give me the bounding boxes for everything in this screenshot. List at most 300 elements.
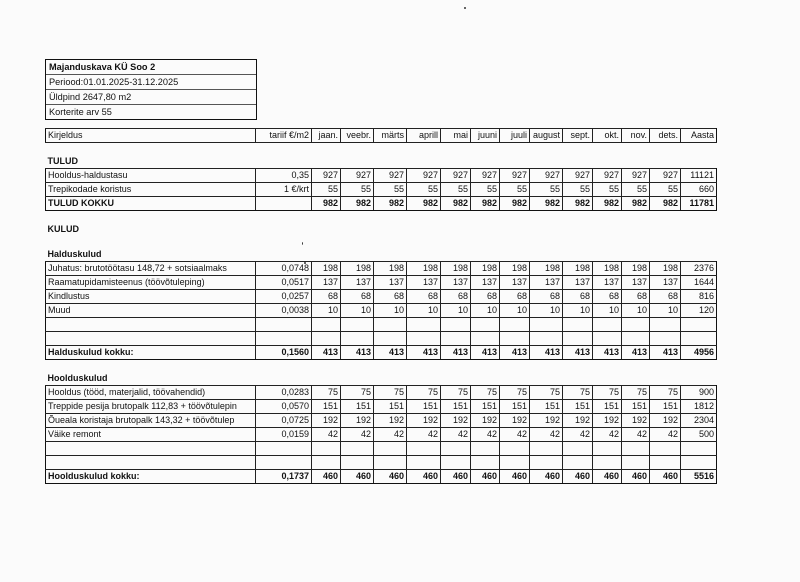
spacer-cell <box>46 211 717 224</box>
month-cell: 982 <box>563 197 593 211</box>
month-cell: 137 <box>374 276 407 290</box>
month-cell: 151 <box>622 400 650 414</box>
empty-cell <box>500 318 530 332</box>
empty-cell <box>471 456 500 470</box>
month-cell: 75 <box>500 386 530 400</box>
month-cell: 151 <box>593 400 622 414</box>
section-row <box>46 248 717 262</box>
tariff-cell: 0,0159 <box>256 428 312 442</box>
empty-cell <box>407 318 441 332</box>
month-cell: 927 <box>563 169 593 183</box>
month-cell: 75 <box>530 386 563 400</box>
month-cell: 137 <box>563 276 593 290</box>
month-cell: 10 <box>622 304 650 318</box>
doc-title: Majanduskava KÜ Soo 2 <box>46 60 256 75</box>
empty-cell <box>407 442 441 456</box>
month-cell: 413 <box>622 346 650 360</box>
month-cell: 68 <box>500 290 530 304</box>
month-cell: 151 <box>374 400 407 414</box>
year-total-cell: 1812 <box>681 400 717 414</box>
empty-cell <box>407 332 441 346</box>
month-cell: 68 <box>650 290 681 304</box>
spacer-cell <box>46 360 717 373</box>
month-cell: 10 <box>312 304 341 318</box>
month-cell: 927 <box>471 169 500 183</box>
empty-row <box>46 318 717 332</box>
column-header: dets. <box>650 129 681 143</box>
month-cell: 927 <box>530 169 563 183</box>
month-cell: 55 <box>374 183 407 197</box>
empty-cell <box>530 442 563 456</box>
section-title: Hoolduskulud <box>47 373 108 383</box>
month-cell: 68 <box>441 290 471 304</box>
month-cell: 413 <box>500 346 530 360</box>
month-cell: 413 <box>341 346 374 360</box>
month-cell: 460 <box>593 470 622 484</box>
month-cell: 192 <box>593 414 622 428</box>
month-cell: 42 <box>500 428 530 442</box>
empty-cell <box>681 332 717 346</box>
empty-row <box>46 442 717 456</box>
row-label: Väike remont <box>46 428 256 442</box>
empty-cell <box>374 442 407 456</box>
empty-cell <box>471 332 500 346</box>
month-cell: 460 <box>622 470 650 484</box>
month-cell: 10 <box>407 304 441 318</box>
month-cell: 927 <box>622 169 650 183</box>
row-label: TULUD KOKKU <box>46 197 256 211</box>
tariff-cell: 0,0570 <box>256 400 312 414</box>
row-label: Kindlustus <box>46 290 256 304</box>
month-cell: 75 <box>563 386 593 400</box>
table-row <box>46 262 717 276</box>
month-cell: 151 <box>407 400 441 414</box>
month-cell: 55 <box>530 183 563 197</box>
empty-cell <box>341 442 374 456</box>
section-row <box>46 223 717 236</box>
month-cell: 413 <box>374 346 407 360</box>
empty-cell <box>256 318 312 332</box>
month-cell: 75 <box>593 386 622 400</box>
tariff-cell: 0,1737 <box>256 470 312 484</box>
month-cell: 10 <box>341 304 374 318</box>
month-cell: 927 <box>441 169 471 183</box>
month-cell: 75 <box>407 386 441 400</box>
column-header: august <box>530 129 563 143</box>
empty-cell <box>374 318 407 332</box>
spacer-row <box>46 360 717 373</box>
month-cell: 42 <box>407 428 441 442</box>
month-cell: 413 <box>593 346 622 360</box>
month-cell: 198 <box>374 262 407 276</box>
empty-cell <box>256 456 312 470</box>
total-area: Üldpind 2647,80 m2 <box>46 90 256 105</box>
empty-cell <box>500 332 530 346</box>
empty-cell <box>500 442 530 456</box>
month-cell: 10 <box>530 304 563 318</box>
empty-cell <box>563 318 593 332</box>
row-label: Treppide pesija brutopalk 112,83 + töövõtulepin <box>46 400 256 414</box>
column-header: sept. <box>563 129 593 143</box>
column-header: nov. <box>622 129 650 143</box>
tariff-cell: 0,0748 <box>256 262 312 276</box>
empty-cell <box>650 318 681 332</box>
spacer-row <box>46 143 717 156</box>
spacer-cell <box>46 236 717 248</box>
row-label: Hooldus-haldustasu <box>46 169 256 183</box>
month-cell: 55 <box>593 183 622 197</box>
empty-cell <box>622 442 650 456</box>
month-cell: 68 <box>341 290 374 304</box>
year-total-cell: 816 <box>681 290 717 304</box>
month-cell: 198 <box>441 262 471 276</box>
empty-cell <box>374 332 407 346</box>
column-header: tariif €/m2 <box>256 129 312 143</box>
month-cell: 198 <box>530 262 563 276</box>
tariff-cell: 0,35 <box>256 169 312 183</box>
month-cell: 137 <box>622 276 650 290</box>
month-cell: 927 <box>341 169 374 183</box>
section-row <box>46 155 717 169</box>
month-cell: 42 <box>312 428 341 442</box>
row-label: Õueala koristaja brutopalk 143,32 + töövõtulep <box>46 414 256 428</box>
row-label: Halduskulud kokku: <box>46 346 256 360</box>
month-cell: 198 <box>622 262 650 276</box>
table-row <box>46 414 717 428</box>
month-cell: 460 <box>312 470 341 484</box>
month-cell: 927 <box>593 169 622 183</box>
empty-cell <box>341 318 374 332</box>
month-cell: 982 <box>593 197 622 211</box>
month-cell: 982 <box>312 197 341 211</box>
tariff-cell: 1 €/krt <box>256 183 312 197</box>
column-header: aprill <box>407 129 441 143</box>
year-total-cell: 2304 <box>681 414 717 428</box>
month-cell: 42 <box>374 428 407 442</box>
month-cell: 192 <box>530 414 563 428</box>
year-total-cell: 660 <box>681 183 717 197</box>
table-row <box>46 304 717 318</box>
tariff-cell: 0,0257 <box>256 290 312 304</box>
month-cell: 927 <box>374 169 407 183</box>
month-cell: 68 <box>563 290 593 304</box>
month-cell: 460 <box>650 470 681 484</box>
month-cell: 10 <box>500 304 530 318</box>
month-cell: 55 <box>622 183 650 197</box>
month-cell: 68 <box>312 290 341 304</box>
month-cell: 68 <box>622 290 650 304</box>
empty-cell <box>341 456 374 470</box>
column-header: Aasta <box>681 129 717 143</box>
month-cell: 198 <box>563 262 593 276</box>
year-total-cell: 11781 <box>681 197 717 211</box>
month-cell: 42 <box>471 428 500 442</box>
month-cell: 151 <box>530 400 563 414</box>
section-title: Halduskulud <box>47 249 102 259</box>
month-cell: 55 <box>312 183 341 197</box>
empty-cell <box>650 332 681 346</box>
month-cell: 198 <box>471 262 500 276</box>
empty-cell <box>622 318 650 332</box>
empty-cell <box>441 332 471 346</box>
year-total-cell: 4956 <box>681 346 717 360</box>
empty-cell <box>530 456 563 470</box>
month-cell: 55 <box>341 183 374 197</box>
month-cell: 137 <box>441 276 471 290</box>
month-cell: 42 <box>563 428 593 442</box>
month-cell: 460 <box>407 470 441 484</box>
month-cell: 42 <box>650 428 681 442</box>
month-cell: 55 <box>563 183 593 197</box>
month-cell: 151 <box>441 400 471 414</box>
month-cell: 198 <box>407 262 441 276</box>
month-cell: 10 <box>471 304 500 318</box>
table-row <box>46 290 717 304</box>
column-header: Kirjeldus <box>46 129 256 143</box>
spacer-row <box>46 236 717 248</box>
month-cell: 137 <box>312 276 341 290</box>
section-title: KULUD <box>47 224 79 234</box>
month-cell: 42 <box>622 428 650 442</box>
month-cell: 68 <box>530 290 563 304</box>
month-cell: 55 <box>407 183 441 197</box>
column-header: mai <box>441 129 471 143</box>
month-cell: 10 <box>374 304 407 318</box>
month-cell: 10 <box>563 304 593 318</box>
month-cell: 198 <box>312 262 341 276</box>
month-cell: 982 <box>500 197 530 211</box>
empty-cell <box>622 456 650 470</box>
month-cell: 413 <box>563 346 593 360</box>
empty-cell <box>441 456 471 470</box>
month-cell: 198 <box>341 262 374 276</box>
month-cell: 137 <box>471 276 500 290</box>
month-cell: 151 <box>500 400 530 414</box>
table-row <box>46 169 717 183</box>
row-label: Muud <box>46 304 256 318</box>
empty-cell <box>563 332 593 346</box>
month-cell: 927 <box>500 169 530 183</box>
month-cell: 75 <box>312 386 341 400</box>
row-label: Raamatupidamisteenus (töövõtuleping) <box>46 276 256 290</box>
year-total-cell: 900 <box>681 386 717 400</box>
month-cell: 192 <box>471 414 500 428</box>
empty-cell <box>500 456 530 470</box>
period: Periood:01.01.2025-31.12.2025 <box>46 75 256 90</box>
empty-cell <box>46 456 256 470</box>
month-cell: 151 <box>563 400 593 414</box>
month-cell: 55 <box>471 183 500 197</box>
apartment-count: Korterite arv 55 <box>49 107 112 117</box>
table-row <box>46 386 717 400</box>
empty-cell <box>374 456 407 470</box>
month-cell: 927 <box>407 169 441 183</box>
empty-cell <box>312 442 341 456</box>
month-cell: 151 <box>650 400 681 414</box>
month-cell: 10 <box>650 304 681 318</box>
month-cell: 982 <box>471 197 500 211</box>
info-block <box>45 59 257 120</box>
empty-cell <box>441 442 471 456</box>
month-cell: 982 <box>374 197 407 211</box>
month-cell: 413 <box>441 346 471 360</box>
month-cell: 982 <box>407 197 441 211</box>
month-cell: 192 <box>407 414 441 428</box>
month-cell: 982 <box>650 197 681 211</box>
month-cell: 413 <box>407 346 441 360</box>
column-header: märts <box>374 129 407 143</box>
empty-cell <box>256 332 312 346</box>
month-cell: 42 <box>593 428 622 442</box>
empty-cell <box>593 318 622 332</box>
table-row <box>46 428 717 442</box>
row-label: Trepikodade koristus <box>46 183 256 197</box>
empty-cell <box>593 332 622 346</box>
empty-cell <box>46 332 256 346</box>
table-row <box>46 183 717 197</box>
empty-cell <box>530 332 563 346</box>
month-cell: 192 <box>441 414 471 428</box>
spacer-cell <box>46 143 717 156</box>
empty-cell <box>563 442 593 456</box>
month-cell: 10 <box>441 304 471 318</box>
empty-row <box>46 456 717 470</box>
month-cell: 460 <box>341 470 374 484</box>
total-row <box>46 197 717 211</box>
tariff-cell: 0,0283 <box>256 386 312 400</box>
month-cell: 68 <box>593 290 622 304</box>
tariff-cell: 0,1560 <box>256 346 312 360</box>
column-header: okt. <box>593 129 622 143</box>
month-cell: 982 <box>530 197 563 211</box>
table-row <box>46 400 717 414</box>
tariff-cell: 0,0725 <box>256 414 312 428</box>
column-header: juuni <box>471 129 500 143</box>
empty-cell <box>593 442 622 456</box>
month-cell: 42 <box>530 428 563 442</box>
section-row <box>46 372 717 386</box>
month-cell: 192 <box>312 414 341 428</box>
month-cell: 460 <box>530 470 563 484</box>
empty-cell <box>312 456 341 470</box>
month-cell: 55 <box>441 183 471 197</box>
month-cell: 460 <box>563 470 593 484</box>
budget-table <box>45 128 717 484</box>
year-total-cell: 11121 <box>681 169 717 183</box>
empty-cell <box>471 442 500 456</box>
month-cell: 460 <box>374 470 407 484</box>
month-cell: 55 <box>650 183 681 197</box>
month-cell: 75 <box>471 386 500 400</box>
empty-cell <box>563 456 593 470</box>
month-cell: 192 <box>500 414 530 428</box>
year-total-cell: 1644 <box>681 276 717 290</box>
row-label: Hoolduskulud kokku: <box>46 470 256 484</box>
month-cell: 75 <box>374 386 407 400</box>
month-cell: 68 <box>407 290 441 304</box>
tariff-cell: 0,0038 <box>256 304 312 318</box>
month-cell: 192 <box>374 414 407 428</box>
column-header: juuli <box>500 129 530 143</box>
empty-cell <box>622 332 650 346</box>
total-row <box>46 470 717 484</box>
empty-cell <box>593 456 622 470</box>
row-label: Juhatus: brutotöötasu 148,72 + sotsiaalmaks <box>46 262 256 276</box>
spacer-row <box>46 211 717 224</box>
month-cell: 10 <box>593 304 622 318</box>
month-cell: 982 <box>622 197 650 211</box>
empty-cell <box>256 442 312 456</box>
month-cell: 137 <box>593 276 622 290</box>
scan-dot <box>464 7 466 9</box>
month-cell: 927 <box>650 169 681 183</box>
empty-cell <box>341 332 374 346</box>
month-cell: 68 <box>471 290 500 304</box>
empty-cell <box>312 332 341 346</box>
section-title: TULUD <box>47 156 78 166</box>
table-row <box>46 276 717 290</box>
month-cell: 192 <box>650 414 681 428</box>
month-cell: 137 <box>500 276 530 290</box>
month-cell: 927 <box>312 169 341 183</box>
empty-cell <box>312 318 341 332</box>
month-cell: 982 <box>341 197 374 211</box>
year-total-cell: 5516 <box>681 470 717 484</box>
column-header: veebr. <box>341 129 374 143</box>
month-cell: 413 <box>530 346 563 360</box>
month-cell: 460 <box>471 470 500 484</box>
empty-cell <box>407 456 441 470</box>
month-cell: 137 <box>341 276 374 290</box>
month-cell: 42 <box>341 428 374 442</box>
empty-cell <box>441 318 471 332</box>
month-cell: 413 <box>312 346 341 360</box>
month-cell: 413 <box>650 346 681 360</box>
month-cell: 192 <box>341 414 374 428</box>
month-cell: 982 <box>441 197 471 211</box>
month-cell: 137 <box>407 276 441 290</box>
table-header-row <box>46 129 717 143</box>
empty-cell <box>650 442 681 456</box>
total-row <box>46 346 717 360</box>
month-cell: 75 <box>441 386 471 400</box>
empty-cell <box>46 318 256 332</box>
year-total-cell: 120 <box>681 304 717 318</box>
month-cell: 198 <box>650 262 681 276</box>
month-cell: 75 <box>622 386 650 400</box>
month-cell: 75 <box>650 386 681 400</box>
month-cell: 192 <box>563 414 593 428</box>
column-header: jaan. <box>312 129 341 143</box>
empty-cell <box>681 442 717 456</box>
month-cell: 151 <box>312 400 341 414</box>
empty-cell <box>650 456 681 470</box>
month-cell: 198 <box>593 262 622 276</box>
month-cell: 75 <box>341 386 374 400</box>
empty-row <box>46 332 717 346</box>
empty-cell <box>530 318 563 332</box>
year-total-cell: 500 <box>681 428 717 442</box>
month-cell: 460 <box>500 470 530 484</box>
row-label: Hooldus (tööd, materjalid, töövahendid) <box>46 386 256 400</box>
month-cell: 192 <box>622 414 650 428</box>
month-cell: 137 <box>650 276 681 290</box>
month-cell: 198 <box>500 262 530 276</box>
month-cell: 460 <box>441 470 471 484</box>
month-cell: 55 <box>500 183 530 197</box>
month-cell: 151 <box>471 400 500 414</box>
tariff-cell <box>256 197 312 211</box>
